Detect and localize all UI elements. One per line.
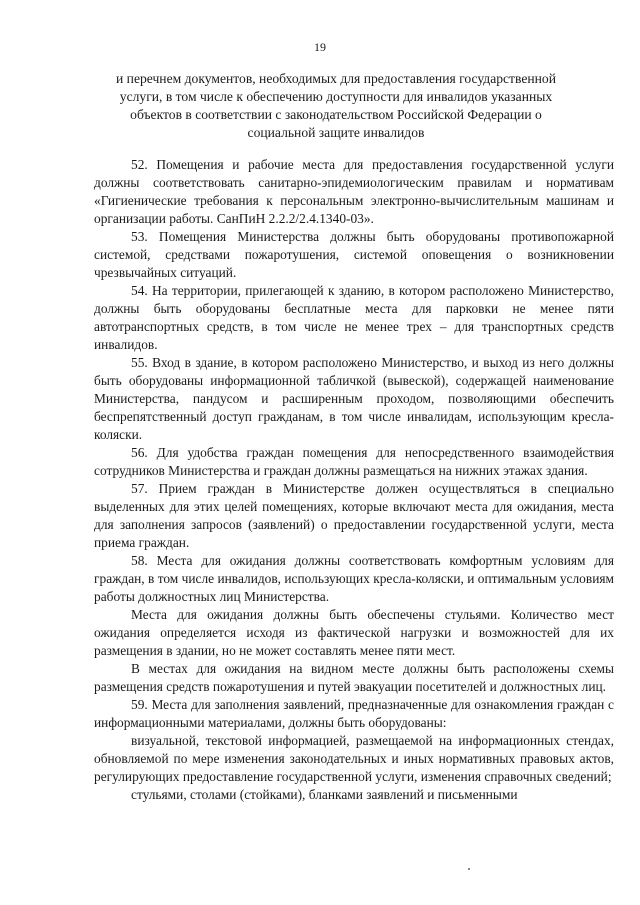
paragraph-58-evacuation: В местах для ожидания на видном месте должны быть расположены схемы размещения средств пожаротушения и путей эвакуации посетителей и должностных лиц.	[94, 661, 614, 694]
paragraph-56: 56. Для удобства граждан помещения для непосредственного взаимодействия сотрудников Министерства и граждан должны размещаться на нижних этажах здания.	[94, 445, 614, 478]
paragraph-58: 58. Места для ожидания должны соответствовать комфортным условиям для граждан, в том числе инвалидов, использующих кресла-коляски, и оптимальным условиям работы должностных лиц Министерства.	[94, 553, 614, 604]
paragraph-55: 55. Вход в здание, в котором расположено Министерство, и выход из него должны быть оборудованы информационной табличкой (вывеской), содержащей наименование Министерства, пандусом и расширенным проходом, позволяющими обеспечить беспрепятственный доступ гражданам, в том числе инвалидам, использующим кресла-коляски.	[94, 355, 614, 442]
document-body	[94, 156, 614, 804]
paragraph-59-visual-info: визуальной, текстовой информацией, размещаемой на информационных стендах, обновляемой по мере изменения законодательных и иных нормативных правовых актов, регулирующих предоставление государственной услуги, изменения справочных сведений;	[94, 733, 614, 784]
paragraph-54: 54. На территории, прилегающей к зданию, в котором расположено Министерство, должны быть оборудованы бесплатные места для парковки не менее пяти автотранспортных средств, в том числе не менее трех – для транспортных средств инвалидов.	[94, 283, 614, 352]
paragraph-57: 57. Прием граждан в Министерстве должен осуществляться в специально выделенных для этих целей помещениях, которые включают места для ожидания, места для заполнения запросов (заявлений) о предоставлении государственной услуги, места приема граждан.	[94, 481, 614, 550]
paragraph-59: 59. Места для заполнения заявлений, предназначенные для ознакомления граждан с информационными материалами, должны быть оборудованы:	[94, 697, 614, 730]
scan-speck	[468, 868, 470, 870]
paragraph-53: 53. Помещения Министерства должны быть оборудованы противопожарной системой, средствами пожаротушения, системой оповещения о возникновении чрезвычайных ситуаций.	[94, 229, 614, 280]
paragraph-59-furniture: стульями, столами (стойками), бланками заявлений и письменными	[131, 787, 518, 802]
page-number: 19	[314, 40, 326, 54]
paragraph-58-seating: Места для ожидания должны быть обеспечены стульями. Количество мест ожидания определяется исходя из фактической нагрузки и возможностей для их размещения в здании, но не может составлять менее пяти мест.	[94, 607, 614, 658]
section-heading: и перечнем документов, необходимых для предоставления государственной услуги, в том числе к обеспечению доступности для инвалидов указанных объектов в соответствии с законодательством Российской Федерации о социальной защите инвалидов	[116, 71, 556, 140]
paragraph-52: 52. Помещения и рабочие места для предоставления государственной услуги должны соответствовать санитарно-эпидемиологическим правилам и нормативам «Гигиенические требования к персональным электронно-вычислительным машинам и организации работы. СанПиН 2.2.2/2.4.1340-03».	[94, 157, 614, 226]
